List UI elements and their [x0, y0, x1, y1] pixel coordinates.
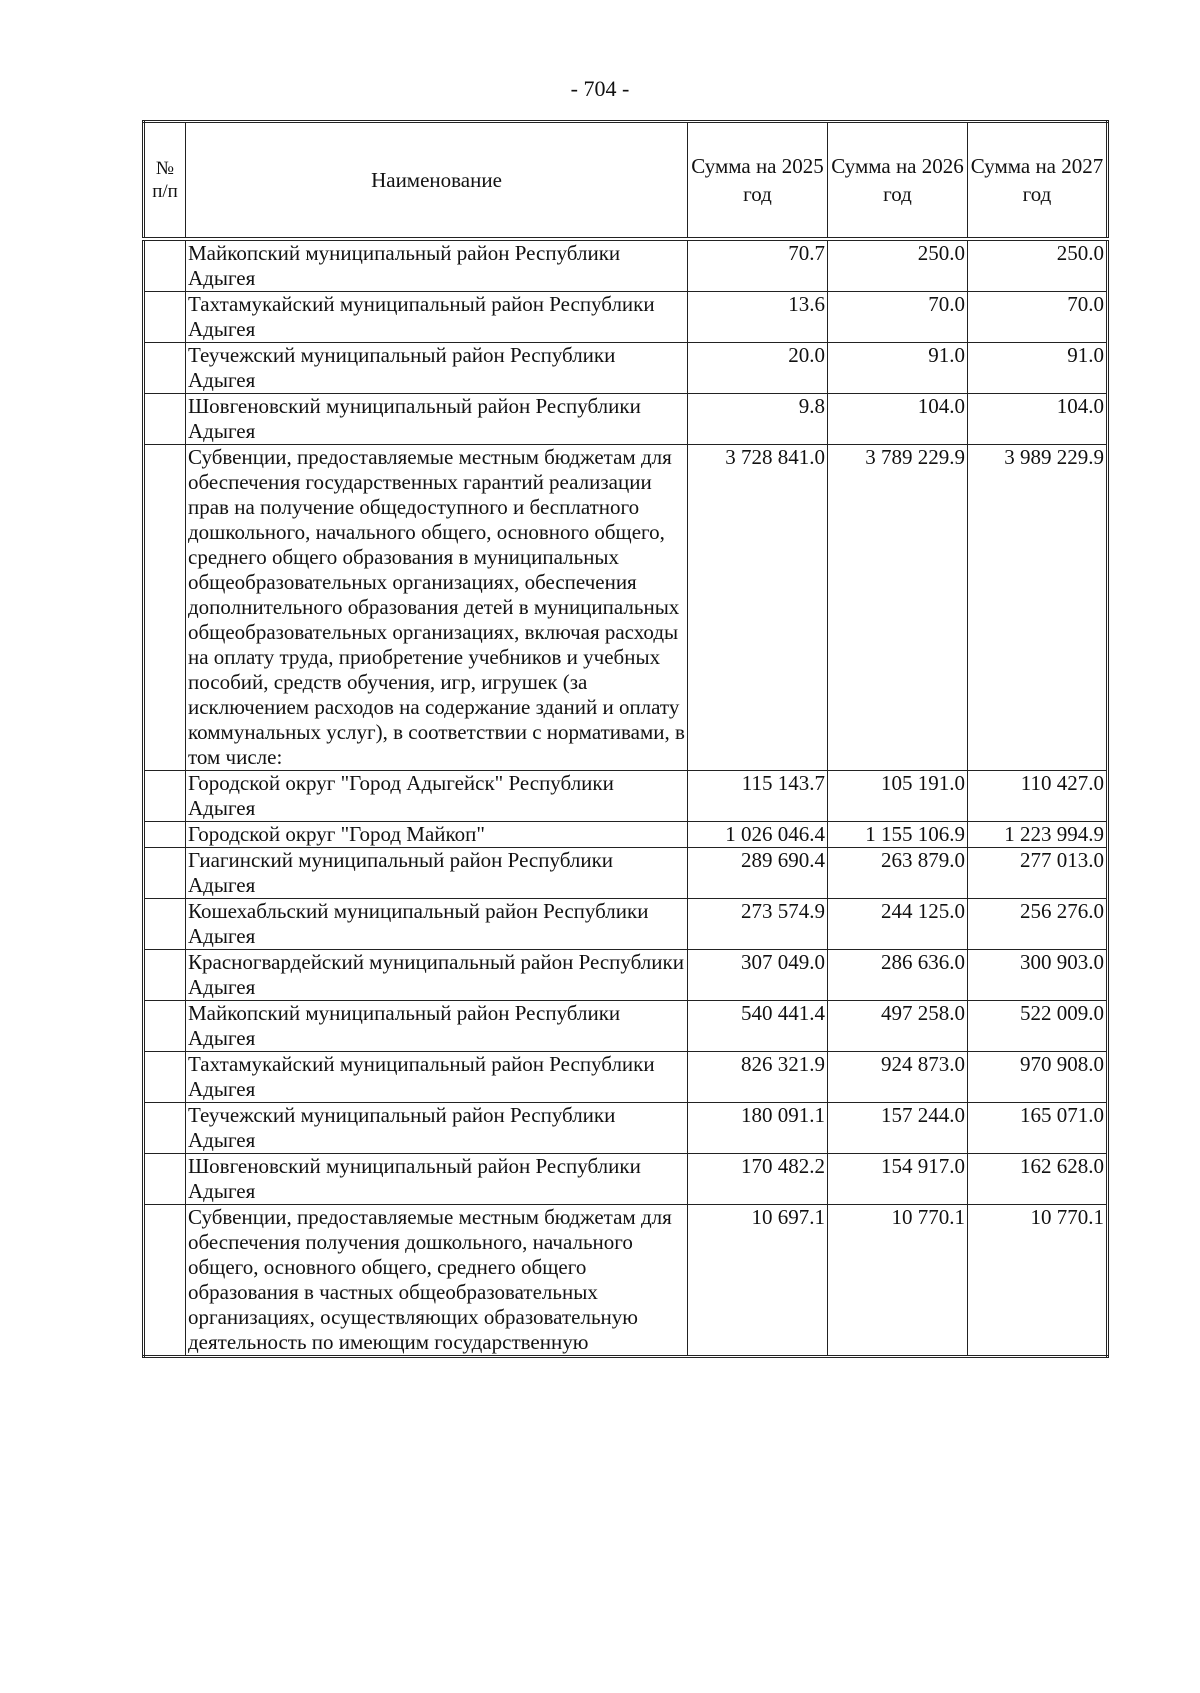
- table-row: [144, 950, 1108, 1001]
- table-row: [144, 394, 1108, 445]
- table-row: [144, 1052, 1108, 1103]
- table-body: [144, 239, 1108, 1357]
- row-sum-2026: 3 789 229.9: [828, 445, 968, 771]
- table-row: [144, 239, 1108, 292]
- row-sum-2026: 263 879.0: [828, 848, 968, 899]
- row-name: Майкопский муниципальный район Республики Адыгея: [186, 1001, 688, 1052]
- row-sum-2025: 289 690.4: [688, 848, 828, 899]
- row-sum-2027: 70.0: [968, 292, 1108, 343]
- row-sum-2027: 104.0: [968, 394, 1108, 445]
- row-name: Городской округ "Город Адыгейск" Республики Адыгея: [186, 771, 688, 822]
- row-sum-2027: 522 009.0: [968, 1001, 1108, 1052]
- row-number: [144, 848, 186, 899]
- row-sum-2025: 115 143.7: [688, 771, 828, 822]
- table-row: [144, 899, 1108, 950]
- row-sum-2026: 1 155 106.9: [828, 822, 968, 848]
- header-name: Наименование: [186, 122, 688, 240]
- row-number: [144, 1052, 186, 1103]
- table-row: [144, 292, 1108, 343]
- row-sum-2025: 70.7: [688, 239, 828, 292]
- row-sum-2027: 165 071.0: [968, 1103, 1108, 1154]
- row-sum-2026: 10 770.1: [828, 1205, 968, 1357]
- header-number: № п/п: [144, 122, 186, 240]
- row-number: [144, 1205, 186, 1357]
- row-name: Шовгеновский муниципальный район Республики Адыгея: [186, 1154, 688, 1205]
- row-sum-2025: 13.6: [688, 292, 828, 343]
- row-name: Теучежский муниципальный район Республики Адыгея: [186, 343, 688, 394]
- row-sum-2026: 91.0: [828, 343, 968, 394]
- row-number: [144, 822, 186, 848]
- row-number: [144, 899, 186, 950]
- table-row: [144, 343, 1108, 394]
- header-sum-2026: Сумма на 2026 год: [828, 122, 968, 240]
- row-sum-2027: 3 989 229.9: [968, 445, 1108, 771]
- row-sum-2027: 91.0: [968, 343, 1108, 394]
- table-header: [144, 122, 1108, 240]
- row-name: Красногвардейский муниципальный район Республики Адыгея: [186, 950, 688, 1001]
- row-sum-2025: 9.8: [688, 394, 828, 445]
- row-name: Гиагинский муниципальный район Республики Адыгея: [186, 848, 688, 899]
- row-sum-2026: 286 636.0: [828, 950, 968, 1001]
- row-name: Тахтамукайский муниципальный район Республики Адыгея: [186, 292, 688, 343]
- row-sum-2026: 924 873.0: [828, 1052, 968, 1103]
- row-number: [144, 292, 186, 343]
- table-row: [144, 1154, 1108, 1205]
- row-number: [144, 1103, 186, 1154]
- row-sum-2025: 180 091.1: [688, 1103, 828, 1154]
- row-sum-2027: 970 908.0: [968, 1052, 1108, 1103]
- header-sum-2027: Сумма на 2027 год: [968, 122, 1108, 240]
- row-name: Шовгеновский муниципальный район Республики Адыгея: [186, 394, 688, 445]
- row-sum-2027: 1 223 994.9: [968, 822, 1108, 848]
- budget-table: [142, 120, 1109, 1358]
- table-row: [144, 445, 1108, 771]
- table-row: [144, 822, 1108, 848]
- row-number: [144, 950, 186, 1001]
- row-number: [144, 394, 186, 445]
- row-name: Тахтамукайский муниципальный район Республики Адыгея: [186, 1052, 688, 1103]
- row-sum-2025: 3 728 841.0: [688, 445, 828, 771]
- row-sum-2027: 256 276.0: [968, 899, 1108, 950]
- row-sum-2026: 250.0: [828, 239, 968, 292]
- row-sum-2026: 70.0: [828, 292, 968, 343]
- row-name: Субвенции, предоставляемые местным бюджетам для обеспечения государственных гарантий реализации прав на получение общедоступного и бесплатного дошкольного, начального общего, основного общего, среднего общего образования в муниципальных общеобразовательных организациях, обеспечения дополнительного образования детей в муниципальных общеобразовательных организациях, включая расходы на оплату труда, приобретение учебников и учебных пособий, средств обучения, игр, игрушек (за исключением расходов на содержание зданий и оплату коммунальных услуг), в соответствии с нормативами, в том числе:: [186, 445, 688, 771]
- row-number: [144, 445, 186, 771]
- row-sum-2027: 110 427.0: [968, 771, 1108, 822]
- row-sum-2027: 300 903.0: [968, 950, 1108, 1001]
- row-number: [144, 239, 186, 292]
- row-name: Теучежский муниципальный район Республики Адыгея: [186, 1103, 688, 1154]
- row-sum-2025: 540 441.4: [688, 1001, 828, 1052]
- row-sum-2026: 154 917.0: [828, 1154, 968, 1205]
- row-sum-2027: 250.0: [968, 239, 1108, 292]
- row-number: [144, 1001, 186, 1052]
- row-sum-2025: 10 697.1: [688, 1205, 828, 1357]
- row-sum-2026: 244 125.0: [828, 899, 968, 950]
- row-sum-2027: 162 628.0: [968, 1154, 1108, 1205]
- row-sum-2025: 307 049.0: [688, 950, 828, 1001]
- row-sum-2025: 1 026 046.4: [688, 822, 828, 848]
- row-name: Субвенции, предоставляемые местным бюджетам для обеспечения получения дошкольного, начального общего, основного общего, среднего общего образования в частных общеобразовательных организациях, осуществляющих образовательную деятельность по имеющим государственную: [186, 1205, 688, 1357]
- row-sum-2026: 497 258.0: [828, 1001, 968, 1052]
- header-row: [144, 122, 1108, 240]
- table-row: [144, 1205, 1108, 1357]
- row-number: [144, 343, 186, 394]
- row-sum-2026: 104.0: [828, 394, 968, 445]
- row-sum-2027: 10 770.1: [968, 1205, 1108, 1357]
- row-sum-2027: 277 013.0: [968, 848, 1108, 899]
- table-row: [144, 848, 1108, 899]
- row-sum-2026: 157 244.0: [828, 1103, 968, 1154]
- page-number: - 704 -: [570, 76, 630, 101]
- row-number: [144, 771, 186, 822]
- row-name: Майкопский муниципальный район Республики Адыгея: [186, 239, 688, 292]
- row-sum-2026: 105 191.0: [828, 771, 968, 822]
- header-sum-2025: Сумма на 2025 год: [688, 122, 828, 240]
- row-sum-2025: 273 574.9: [688, 899, 828, 950]
- row-name: Городской округ "Город Майкоп": [186, 822, 688, 848]
- table-row: [144, 1103, 1108, 1154]
- table-row: [144, 1001, 1108, 1052]
- table-row: [144, 771, 1108, 822]
- row-sum-2025: 20.0: [688, 343, 828, 394]
- row-sum-2025: 826 321.9: [688, 1052, 828, 1103]
- row-number: [144, 1154, 186, 1205]
- row-name: Кошехабльский муниципальный район Республики Адыгея: [186, 899, 688, 950]
- row-sum-2025: 170 482.2: [688, 1154, 828, 1205]
